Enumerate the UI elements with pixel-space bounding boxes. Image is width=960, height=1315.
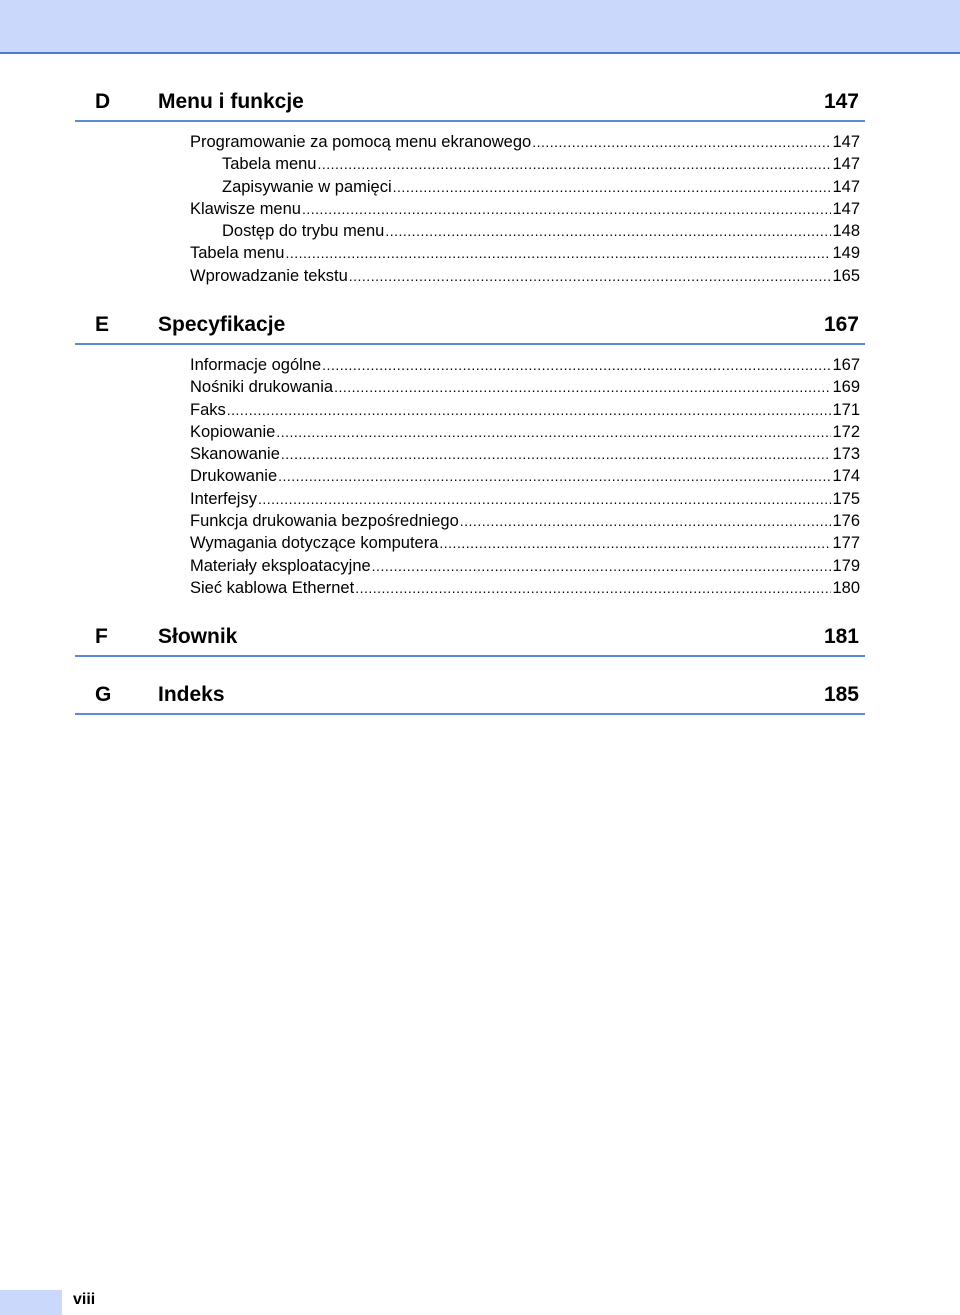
entry-label: Kopiowanie	[190, 422, 276, 441]
dot-leader	[317, 153, 831, 175]
entry-label: Interfejsy	[190, 489, 257, 508]
section-page: 167	[823, 313, 859, 336]
toc-entry[interactable]	[190, 220, 860, 242]
section-page: 185	[823, 683, 859, 706]
dot-leader	[439, 532, 831, 554]
entry-label: Zapisywanie w pamięci	[222, 177, 392, 196]
toc-entry[interactable]	[190, 465, 860, 487]
toc-entry[interactable]	[190, 242, 860, 264]
entry-label: Nośniki drukowania	[190, 378, 334, 397]
entry-label: Wprowadzanie tekstu	[190, 266, 348, 285]
entry-page: 165	[832, 266, 860, 285]
dot-leader	[227, 399, 832, 421]
toc-entry[interactable]	[190, 488, 860, 510]
section-entries	[190, 354, 860, 599]
section-title: Indeks	[158, 683, 225, 706]
page-number: viii	[73, 1291, 96, 1308]
entry-page: 174	[832, 467, 860, 486]
section-heading[interactable]	[75, 86, 865, 122]
entry-page: 173	[832, 445, 860, 464]
header-band	[0, 0, 960, 54]
dot-leader	[532, 131, 831, 153]
section-letter: D	[95, 90, 111, 113]
section-page: 147	[823, 90, 859, 113]
entry-page: 176	[832, 512, 860, 531]
entry-label: Faks	[190, 400, 226, 419]
entry-label: Klawisze menu	[190, 199, 301, 218]
entry-label: Tabela menu	[222, 155, 317, 174]
footer-tab	[0, 1290, 62, 1315]
dot-leader	[355, 577, 831, 599]
dot-leader	[460, 510, 832, 532]
dot-leader	[258, 488, 832, 510]
entry-label: Drukowanie	[190, 467, 278, 486]
section-title: Specyfikacje	[158, 313, 286, 336]
toc-entry[interactable]	[190, 354, 860, 376]
entry-page: 147	[832, 177, 860, 196]
entry-page: 167	[832, 356, 860, 374]
entry-page: 179	[832, 556, 860, 575]
section-title: Menu i funkcje	[158, 90, 304, 113]
entry-page: 177	[832, 534, 860, 553]
entry-label: Skanowanie	[190, 445, 280, 464]
section-letter: G	[95, 683, 112, 706]
entry-label: Funkcja drukowania bezpośredniego	[190, 512, 459, 531]
dot-leader	[349, 265, 832, 287]
entry-page: 180	[832, 578, 860, 597]
entry-page: 147	[832, 155, 860, 174]
entry-page: 148	[832, 222, 860, 241]
dot-leader	[393, 176, 832, 198]
toc-section-d	[75, 86, 865, 285]
entry-label: Sieć kablowa Ethernet	[190, 578, 355, 597]
dot-leader	[276, 421, 831, 443]
section-letter: F	[95, 625, 108, 648]
toc-section-f	[75, 621, 865, 657]
entry-label: Wymagania dotyczące komputera	[190, 534, 439, 553]
toc-entry[interactable]	[190, 577, 860, 599]
entry-page: 149	[832, 244, 860, 263]
entry-label: Tabela menu	[190, 244, 285, 263]
toc-entry[interactable]	[190, 153, 860, 175]
dot-leader	[281, 443, 832, 465]
section-entries	[190, 131, 860, 287]
entry-label: Informacje ogólne	[190, 356, 322, 374]
entry-page: 169	[832, 378, 860, 397]
toc-entry[interactable]	[190, 555, 860, 577]
entry-label: Dostęp do trybu menu	[222, 222, 385, 241]
dot-leader	[278, 465, 831, 487]
toc-entry[interactable]	[190, 421, 860, 443]
toc-entry[interactable]	[190, 198, 860, 220]
entry-page: 171	[832, 400, 860, 419]
toc-section-g	[75, 679, 865, 715]
dot-leader	[334, 376, 831, 398]
entry-page: 147	[832, 133, 860, 151]
entry-label: Materiały eksploatacyjne	[190, 556, 371, 575]
toc-entry[interactable]	[190, 265, 860, 287]
dot-leader	[372, 555, 832, 577]
section-title: Słownik	[158, 625, 238, 648]
section-heading[interactable]	[75, 679, 865, 715]
toc-entry[interactable]	[190, 443, 860, 465]
dot-leader	[285, 242, 831, 264]
section-heading[interactable]	[75, 309, 865, 345]
dot-leader	[322, 354, 831, 376]
dot-leader	[302, 198, 832, 220]
toc-section-e	[75, 309, 865, 597]
toc-entry[interactable]	[190, 376, 860, 398]
section-page: 181	[823, 625, 859, 648]
toc-entry[interactable]	[190, 510, 860, 532]
section-letter: E	[95, 313, 110, 336]
toc-entry[interactable]	[190, 176, 860, 198]
toc-entry[interactable]	[190, 131, 860, 153]
entry-page: 172	[832, 422, 860, 441]
entry-page: 175	[832, 489, 860, 508]
toc-entry[interactable]	[190, 399, 860, 421]
entry-label: Programowanie za pomocą menu ekranowego	[190, 133, 532, 151]
entry-page: 147	[832, 199, 860, 218]
dot-leader	[385, 220, 831, 242]
toc-entry[interactable]	[190, 532, 860, 554]
section-heading[interactable]	[75, 621, 865, 657]
